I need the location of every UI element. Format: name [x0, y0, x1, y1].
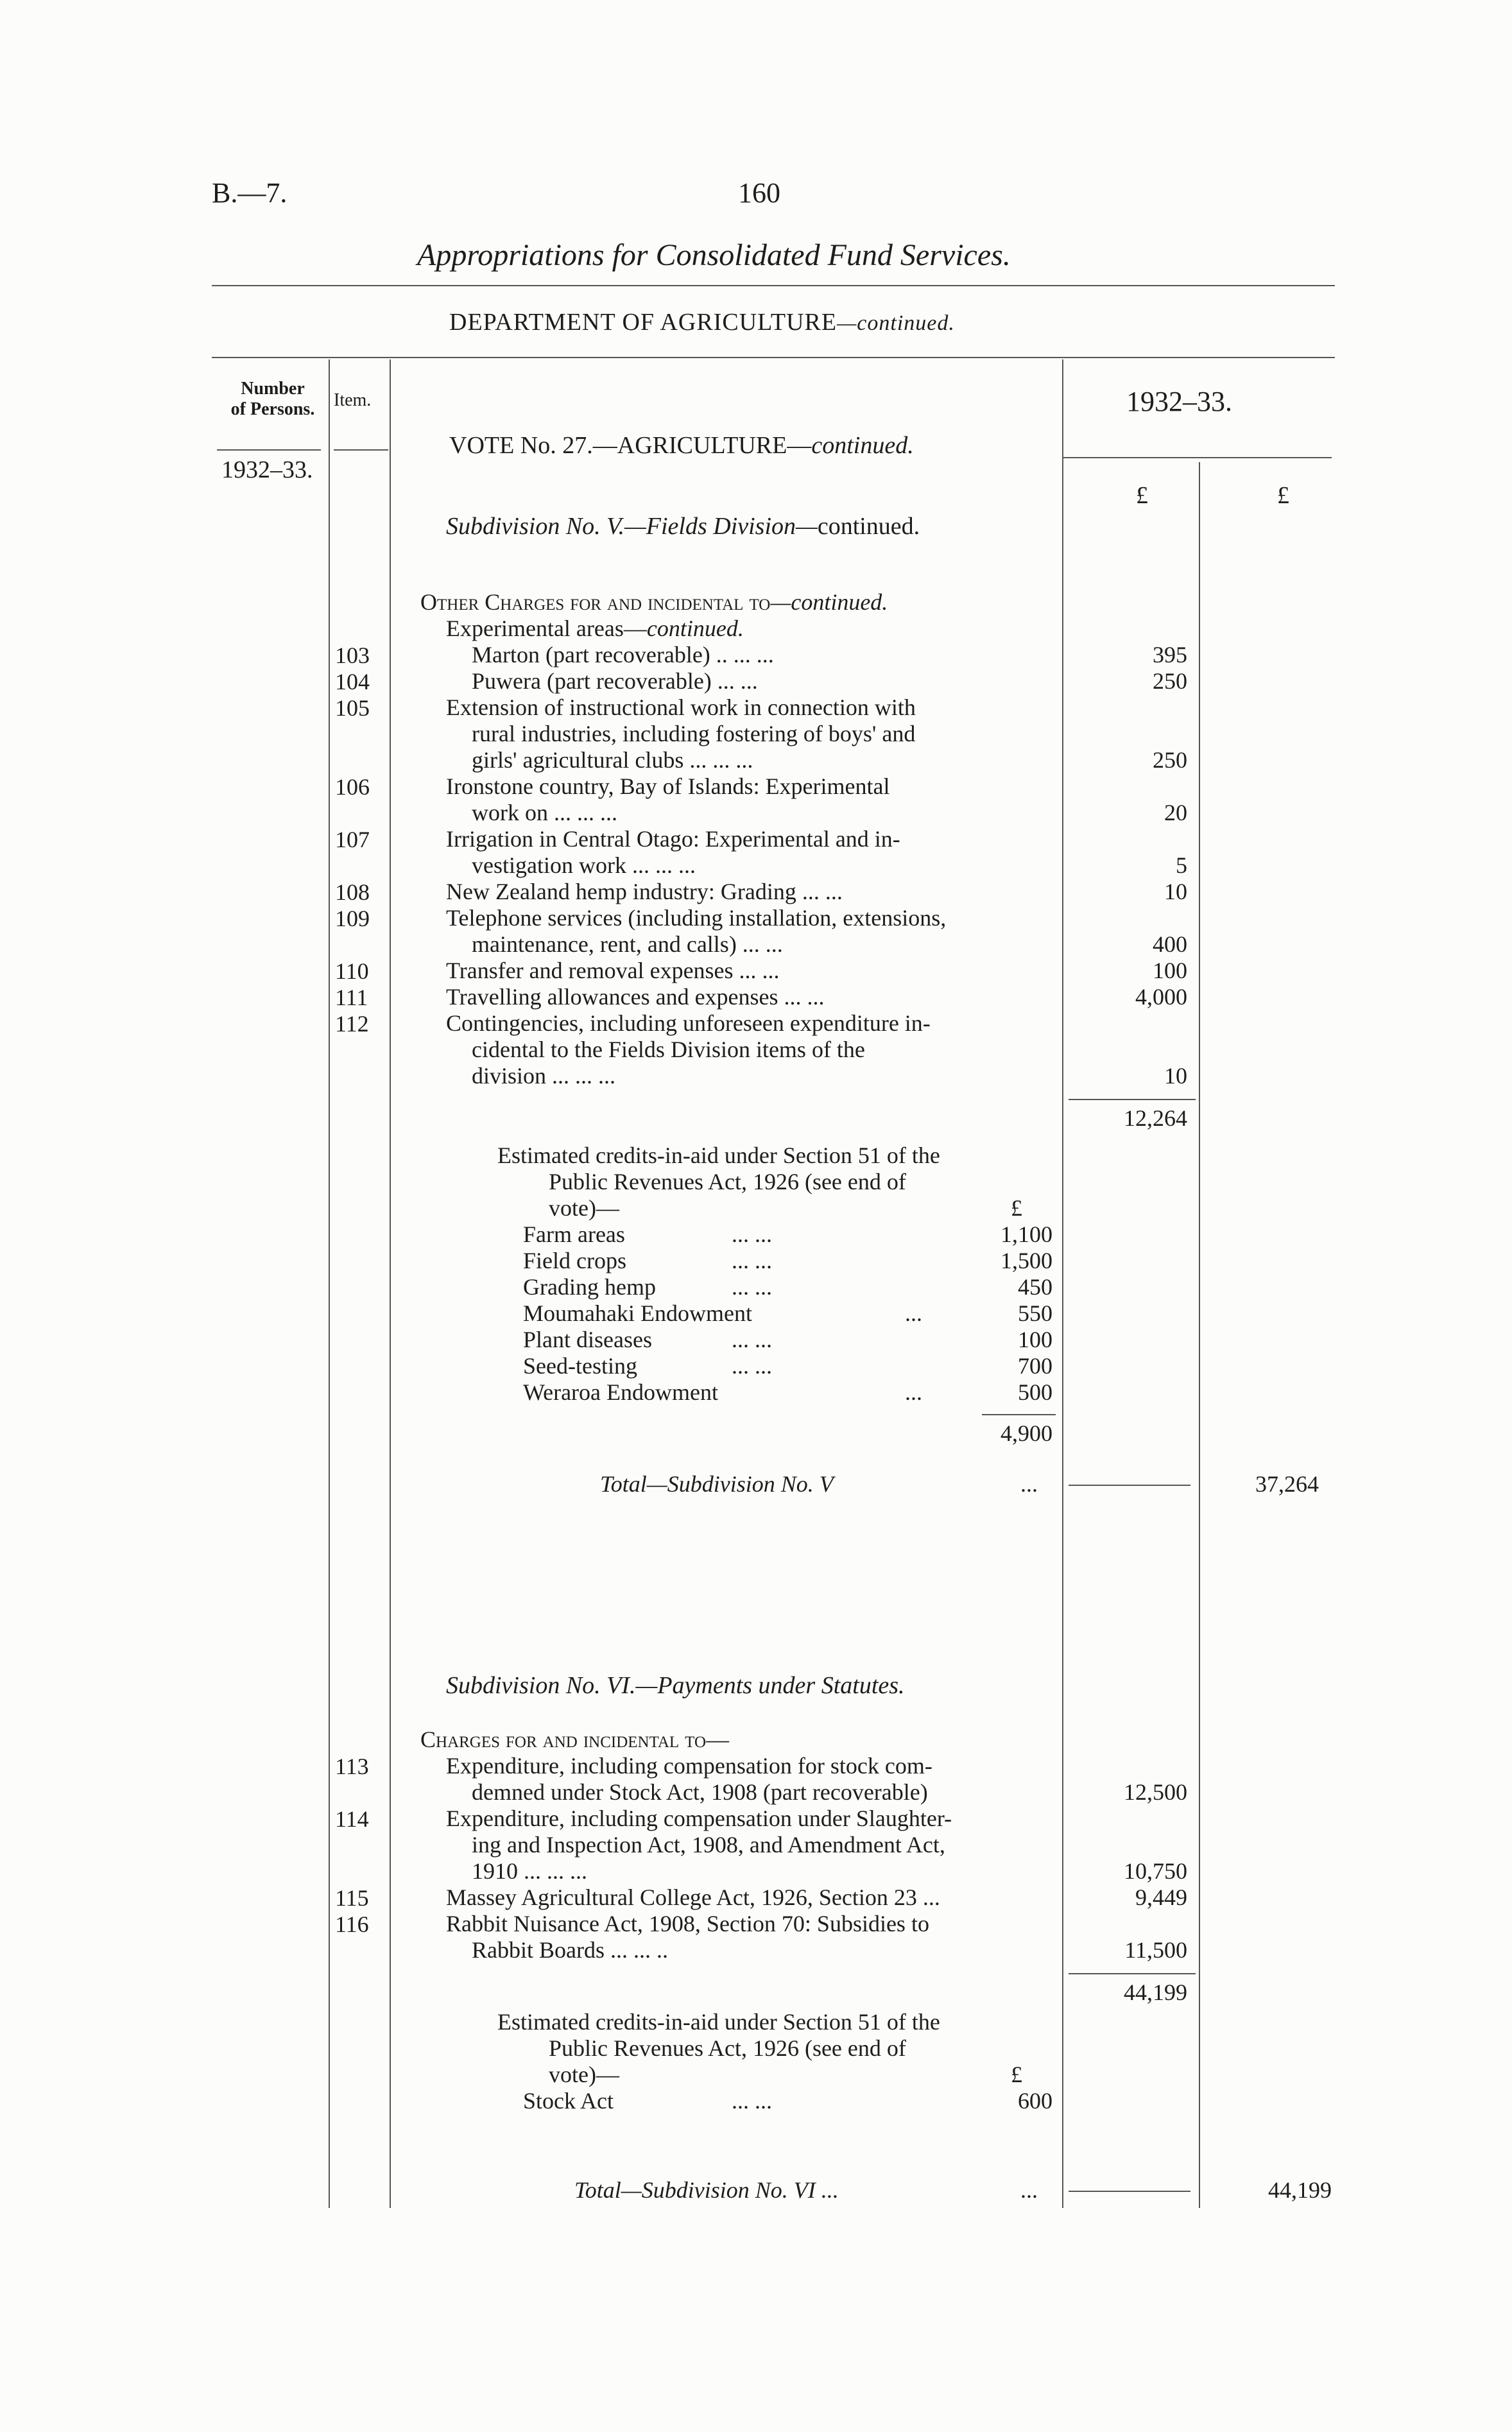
- credit-label: Grading hemp: [523, 1274, 656, 1300]
- item-amount: 12,500: [1124, 1779, 1187, 1805]
- item-text: rural industries, including fostering of boys' and: [472, 721, 916, 746]
- credits-intro: vote)—: [549, 2062, 619, 2087]
- col-year: 1932–33.: [1126, 386, 1232, 417]
- item-amount: 400: [1153, 931, 1187, 957]
- item-text: Extension of instructional work in connection with: [446, 694, 916, 720]
- col-of-persons: of Persons.: [230, 399, 315, 419]
- subtotal-rule: [1069, 1973, 1196, 1974]
- item-text: New Zealand hemp industry: Grading ... ...: [446, 879, 843, 904]
- item-amount: 5: [1176, 852, 1187, 878]
- other-charges-cont: —continued.: [770, 589, 888, 615]
- item-amount: 10: [1164, 1063, 1187, 1089]
- credit-dots: ... ...: [732, 1274, 772, 1300]
- col-number: Number: [241, 379, 305, 399]
- persons-year: 1932–33.: [221, 456, 313, 483]
- department-cont: —continued.: [837, 311, 955, 335]
- item-number: 113: [335, 1754, 369, 1779]
- credit-amount: 500: [1018, 1379, 1052, 1405]
- credit-amount: 1,100: [1001, 1221, 1052, 1247]
- experimental-label: Experimental areas—: [446, 616, 647, 641]
- item-text: ing and Inspection Act, 1908, and Amendment Act,: [472, 1832, 945, 1858]
- item-amount: 20: [1164, 800, 1187, 825]
- item-text: Expenditure, including compensation for stock com-: [446, 1753, 932, 1779]
- credit-dots: ...: [905, 1300, 922, 1326]
- credits-pound: £: [1011, 2062, 1022, 2087]
- credits-intro: Public Revenues Act, 1926 (see end of: [549, 2035, 906, 2061]
- table-top-rule: [212, 357, 1335, 358]
- item-text: girls' agricultural clubs ... ... ...: [472, 747, 753, 773]
- subdiv5-total-dots: ...: [1020, 1471, 1038, 1497]
- credit-label: Plant diseases: [523, 1327, 652, 1352]
- pound-col-1: £: [1136, 482, 1148, 509]
- item-text: Massey Agricultural College Act, 1926, Section 23 ...: [446, 1884, 940, 1910]
- subdiv5-title-main: Subdivision No. V.—Fields Division—: [446, 513, 818, 540]
- item-text: cidental to the Fields Division items of the: [472, 1037, 865, 1062]
- credits-intro: Estimated credits-in-aid under Section 51 of the: [497, 1143, 940, 1168]
- credit-label: Seed-testing: [523, 1353, 637, 1379]
- credits-intro: Public Revenues Act, 1926 (see end of: [549, 1169, 906, 1194]
- item-text: Puwera (part recoverable) ... ...: [472, 668, 758, 694]
- credit-label: Field crops: [523, 1248, 626, 1273]
- item-number: 112: [335, 1011, 369, 1037]
- subdiv5-total-label: Total—Subdivision No. V: [600, 1471, 834, 1497]
- vote-title: [449, 431, 914, 460]
- item-amount: 250: [1153, 668, 1187, 694]
- subdiv5-title-cont: continued.: [817, 513, 920, 540]
- persons-rule: [217, 449, 321, 451]
- item-text: demned under Stock Act, 1908 (part recoverable): [472, 1779, 928, 1805]
- item-number: 107: [335, 827, 370, 852]
- page-title: Appropriations for Consolidated Fund Services.: [417, 238, 1011, 272]
- item-text: 1910 ... ... ...: [472, 1858, 587, 1884]
- col-item: Item.: [334, 390, 372, 410]
- experimental-heading: [446, 616, 744, 642]
- credit-dots: ... ...: [732, 1248, 772, 1273]
- other-charges-label: Other Charges for and incidental to: [420, 589, 771, 615]
- credit-dots: ... ...: [732, 1327, 772, 1352]
- credit-label: Weraroa Endowment: [523, 1379, 718, 1405]
- title-rule: [212, 285, 1335, 286]
- item-amount: 11,500: [1124, 1937, 1187, 1963]
- year-rule: [1062, 457, 1332, 458]
- total-rule: [1069, 1485, 1190, 1486]
- item-amount: 395: [1153, 642, 1187, 668]
- subdiv5-subtotal: 12,264: [1124, 1105, 1187, 1131]
- subdiv6-title: Subdivision No. VI.—Payments under Statutes.: [446, 1672, 905, 1699]
- item-number: 108: [335, 879, 370, 905]
- item-amount: 250: [1153, 747, 1187, 773]
- other-charges-heading: [420, 589, 888, 616]
- credit-label: Stock Act: [523, 2088, 614, 2114]
- department-name: DEPARTMENT OF AGRICULTURE: [449, 309, 838, 336]
- item-number: 109: [335, 906, 370, 931]
- credit-label: Moumahaki Endowment: [523, 1300, 752, 1326]
- subdiv6-subtotal: 44,199: [1124, 1979, 1187, 2005]
- item-text: division ... ... ...: [472, 1063, 616, 1089]
- subdiv5-title: [446, 512, 920, 540]
- pound-col-2: £: [1277, 482, 1289, 509]
- department-heading: [449, 308, 955, 336]
- item-text: Telephone services (including installation, extensions,: [446, 905, 947, 931]
- total-rule: [1069, 2191, 1190, 2192]
- item-text: Ironstone country, Bay of Islands: Experimental: [446, 773, 890, 799]
- subdiv6-total-label: Total—Subdivision No. VI ...: [574, 2177, 839, 2203]
- subdiv6-total: 44,199: [1268, 2177, 1332, 2203]
- page-number: 160: [738, 177, 780, 209]
- credit-amount: 1,500: [1001, 1248, 1052, 1273]
- item-amount: 10,750: [1124, 1858, 1187, 1884]
- experimental-cont: continued.: [646, 616, 744, 641]
- credit-dots: ...: [905, 1379, 922, 1405]
- subtotal-rule: [1069, 1099, 1196, 1100]
- credits-total-rule: [982, 1414, 1056, 1415]
- item-text: work on ... ... ...: [472, 800, 617, 825]
- item-text: Travelling allowances and expenses ... ...: [446, 984, 825, 1010]
- vote-title-main: VOTE No. 27.—AGRICULTURE—: [449, 432, 812, 459]
- item-number: 106: [335, 774, 370, 800]
- credit-label: Farm areas: [523, 1221, 625, 1247]
- item-text: Irrigation in Central Otago: Experimental and in-: [446, 826, 900, 852]
- item-number: 111: [335, 985, 368, 1010]
- item-amount: 100: [1153, 958, 1187, 983]
- subdiv5-total: 37,264: [1255, 1471, 1319, 1497]
- vote-title-cont: continued.: [811, 432, 914, 459]
- item-text: Contingencies, including unforeseen expenditure in-: [446, 1010, 931, 1036]
- item-number: 104: [335, 669, 370, 694]
- item-number: 110: [335, 958, 369, 984]
- credits-intro: vote)—: [549, 1195, 619, 1221]
- item-amount: 10: [1164, 879, 1187, 904]
- item-text: maintenance, rent, and calls) ... ...: [472, 931, 783, 957]
- item-text: Rabbit Boards ... ... ..: [472, 1937, 668, 1963]
- credits-intro: Estimated credits-in-aid under Section 51 of the: [497, 2009, 940, 2035]
- credit-dots: ... ...: [732, 2088, 772, 2114]
- item-text: Rabbit Nuisance Act, 1908, Section 70: Subsidies to: [446, 1911, 929, 1936]
- col-divider-persons: [329, 359, 330, 2208]
- credits-pound: £: [1011, 1195, 1022, 1221]
- item-text: Expenditure, including compensation under Slaughter-: [446, 1806, 952, 1831]
- subdiv6-charges-heading: Charges for and incidental to—: [420, 1727, 730, 1752]
- col-divider-item: [390, 359, 391, 2208]
- credit-amount: 450: [1018, 1274, 1052, 1300]
- item-number: 116: [335, 1911, 369, 1937]
- item-text: vestigation work ... ... ...: [472, 852, 696, 878]
- col-divider-amount: [1199, 462, 1200, 2208]
- item-number: 105: [335, 695, 370, 721]
- item-amount: 4,000: [1135, 984, 1187, 1010]
- credit-amount: 700: [1018, 1353, 1052, 1379]
- credit-amount: 600: [1018, 2088, 1052, 2114]
- credit-amount: 550: [1018, 1300, 1052, 1326]
- credit-amount: 100: [1018, 1327, 1052, 1352]
- item-amount: 9,449: [1135, 1884, 1187, 1910]
- page-ref: B.—7.: [212, 177, 288, 209]
- credit-dots: ... ...: [732, 1353, 772, 1379]
- item-rule: [334, 449, 388, 451]
- credit-dots: ... ...: [732, 1221, 772, 1247]
- item-number: 114: [335, 1806, 369, 1832]
- credits-total: 4,900: [1001, 1420, 1052, 1446]
- item-text: Marton (part recoverable) .. ... ...: [472, 642, 774, 668]
- item-text: Transfer and removal expenses ... ...: [446, 958, 780, 983]
- item-number: 103: [335, 642, 370, 668]
- subdiv6-total-dots: ...: [1020, 2177, 1038, 2203]
- col-divider-text: [1062, 359, 1063, 2208]
- item-number: 115: [335, 1885, 369, 1911]
